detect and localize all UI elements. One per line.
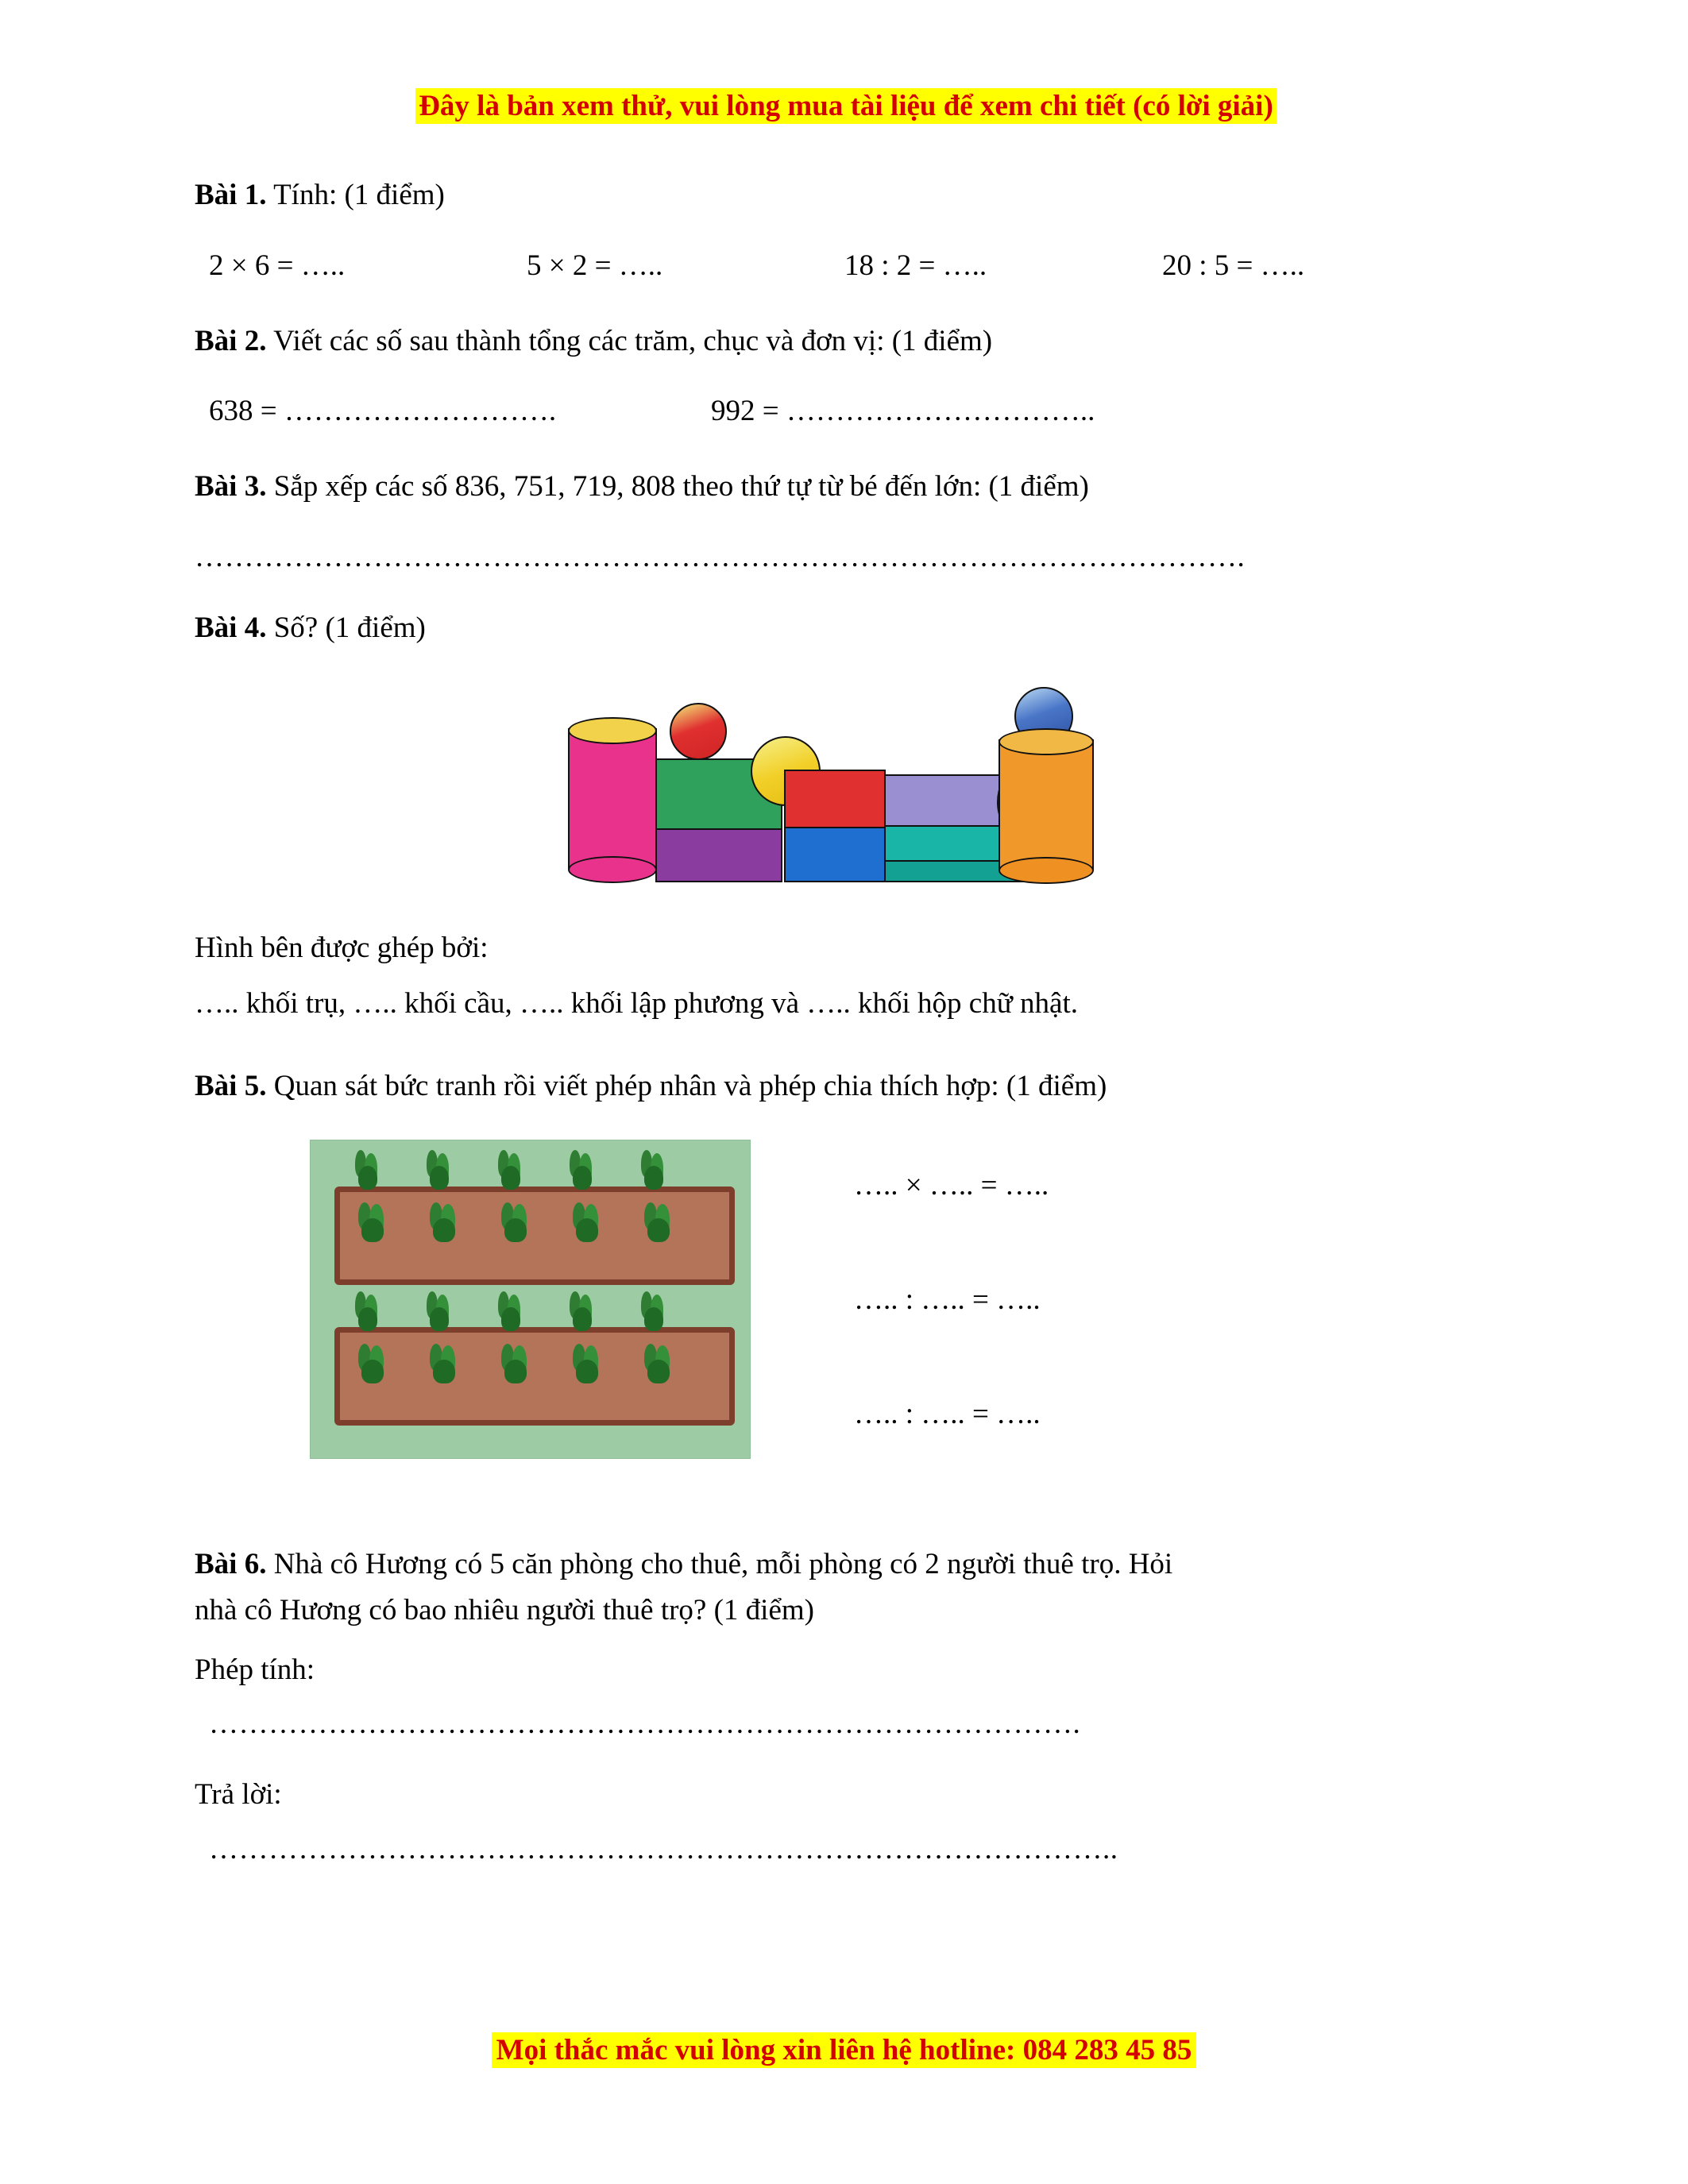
plant	[495, 1150, 528, 1191]
plant	[638, 1150, 671, 1191]
question-2-heading	[195, 321, 1497, 363]
question-1-item-2: 5 × 2 = …..	[527, 249, 663, 282]
question-6-label: Bài 6.	[195, 1547, 267, 1580]
question-2-label: Bài 2.	[195, 324, 267, 357]
question-5-blanks	[854, 1140, 1049, 1512]
plant	[357, 1344, 390, 1385]
question-4-heading	[195, 608, 1497, 650]
top-banner	[195, 87, 1497, 125]
plant	[352, 1291, 385, 1333]
question-6-tra-loi-label: Trả lời:	[195, 1778, 282, 1812]
sphere-red	[670, 703, 727, 760]
cylinder-right-top	[999, 728, 1094, 755]
plant	[495, 1291, 528, 1333]
question-5-blank-1[interactable]: ….. × ….. = …..	[854, 1168, 1049, 1202]
question-2-item-2: 992 = …………………………..	[711, 395, 1095, 428]
plant	[357, 1202, 390, 1244]
question-3-answer-line[interactable]: …………………………………………………………………………………………….	[195, 540, 1246, 573]
question-2-item-1: 638 = ……………………….	[209, 395, 557, 428]
question-1-item-1: 2 × 6 = …..	[209, 249, 346, 282]
plant	[423, 1150, 457, 1191]
question-6-phep-tinh-label: Phép tính:	[195, 1653, 315, 1686]
question-3-label: Bài 3.	[195, 470, 267, 504]
question-5-text: Quan sát bức tranh rồi viết phép nhân và phép chia thích hợp: (1 điểm)	[273, 1070, 1107, 1103]
question-2-text: Viết các số sau thành tổng các trăm, chục và đơn vị: (1 điểm)	[273, 324, 993, 357]
question-3-heading	[195, 466, 1497, 508]
plant	[428, 1202, 462, 1244]
plant	[638, 1291, 671, 1333]
top-banner-text: Đây là bản xem thử, vui lòng mua tài liệu để xem chi tiết (có lời giải)	[415, 88, 1277, 124]
plant	[571, 1202, 605, 1244]
question-4-label: Bài 4.	[195, 611, 267, 644]
question-6-text-line2: nhà cô Hương có bao nhiêu người thuê trọ? (1 điểm)	[195, 1594, 814, 1627]
box-blue-middle	[784, 827, 886, 882]
plant	[643, 1344, 676, 1385]
plant	[500, 1202, 533, 1244]
question-6-tra-loi-line[interactable]: ………………………………………………………………………………..	[209, 1832, 1118, 1866]
question-3-text: Sắp xếp các số 836, 751, 719, 808 theo thứ tự từ bé đến lớn: (1 điểm)	[273, 470, 1089, 504]
question-5-blank-3[interactable]: ….. : ….. = …..	[854, 1398, 1041, 1431]
plant	[643, 1202, 676, 1244]
question-5-blank-2[interactable]: ….. : ….. = …..	[854, 1283, 1041, 1317]
question-1-item-4: 20 : 5 = …..	[1162, 249, 1305, 282]
cylinder-left-top	[568, 717, 657, 744]
question-1-label: Bài 1.	[195, 179, 267, 212]
cylinder-lavender	[884, 774, 1010, 827]
question-1-item-3: 18 : 2 = …..	[844, 249, 987, 282]
box-red-middle	[784, 770, 886, 828]
question-2-items	[195, 394, 1497, 428]
bottom-banner	[0, 2033, 1688, 2067]
question-5-body	[195, 1140, 1497, 1512]
cylinder-right-bottom	[999, 857, 1094, 884]
question-1-items	[195, 249, 1497, 283]
bottom-banner-text: Mọi thắc mắc vui lòng xin liên hệ hotline: 084 283 45 85	[492, 2032, 1197, 2068]
plant	[428, 1344, 462, 1385]
question-4-text: Số? (1 điểm)	[273, 611, 426, 644]
question-4-caption: Hình bên được ghép bởi:	[195, 932, 489, 965]
plant	[423, 1291, 457, 1333]
plant	[352, 1150, 385, 1191]
question-4-answer[interactable]: ….. khối trụ, ….. khối cầu, ….. khối lập phương và ….. khối hộp chữ nhật.	[195, 987, 1078, 1021]
cylinder-right	[999, 728, 1091, 881]
plant	[566, 1291, 600, 1333]
plant	[500, 1344, 533, 1385]
question-6-phep-tinh-line[interactable]: …………………………………………………………………………….	[209, 1707, 1081, 1741]
question-1-text: Tính: (1 điểm)	[273, 179, 445, 212]
plant	[566, 1150, 600, 1191]
worksheet-content	[195, 87, 1497, 1900]
cube-purple-red	[655, 828, 782, 882]
question-5-heading	[195, 1066, 1497, 1108]
question-6-text-line1: Nhà cô Hương có 5 căn phòng cho thuê, mỗi phòng có 2 người thuê trọ. Hỏi	[273, 1547, 1173, 1580]
cylinder-left-bottom	[568, 856, 657, 883]
plant	[571, 1344, 605, 1385]
question-5-label: Bài 5.	[195, 1070, 267, 1103]
solid-shapes-picture	[568, 687, 1124, 882]
question-6-heading	[195, 1544, 1497, 1586]
question-1-heading	[195, 175, 1497, 217]
cylinder-left	[568, 717, 654, 880]
vegetable-garden-picture	[310, 1140, 751, 1459]
